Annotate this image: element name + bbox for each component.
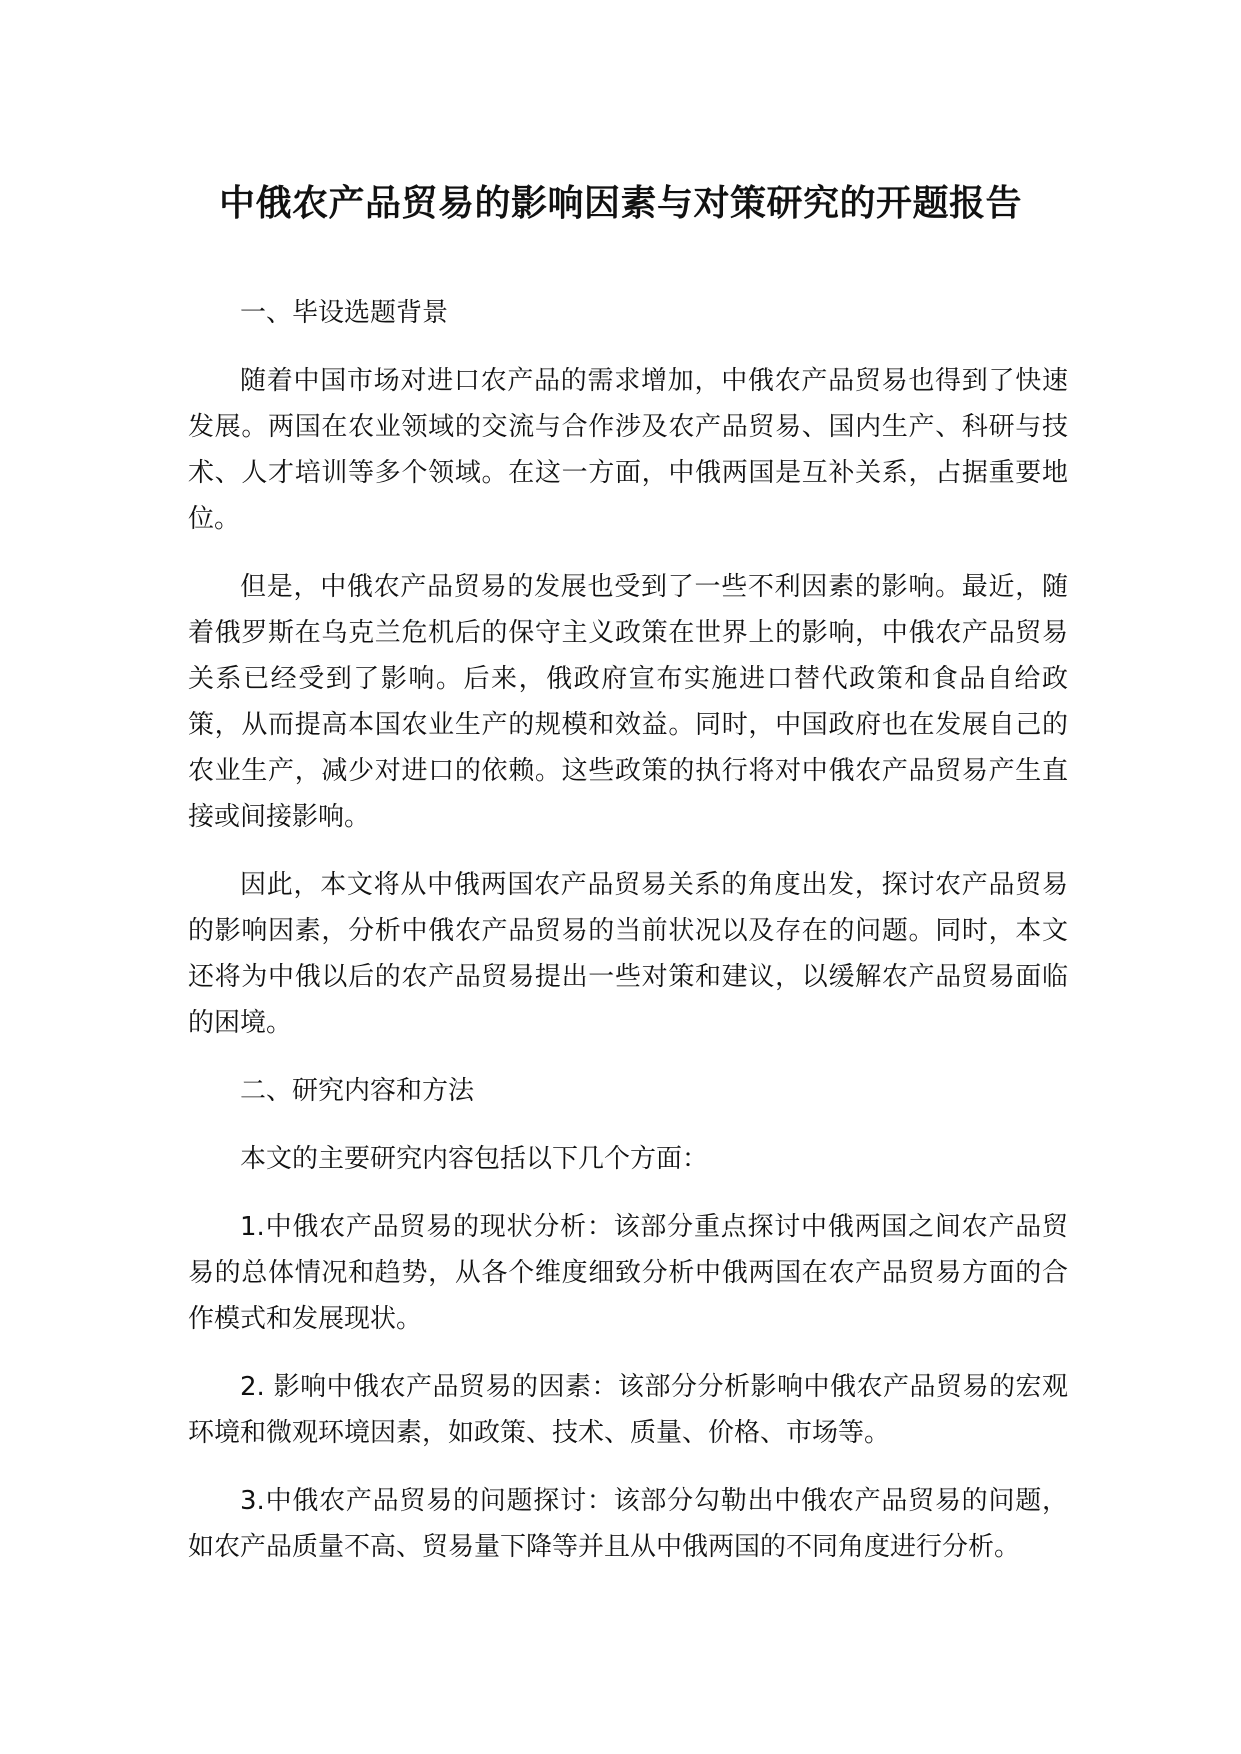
section-heading-research: 二、研究内容和方法 bbox=[240, 1076, 475, 1106]
paragraph-background-2: 但是，中俄农产品贸易的发展也受到了一些不利因素的影响。最近，随着俄罗斯在乌克兰危机后的保守主义政策在世界上的影响，中俄农产品贸易关系已经受到了影响。后来，俄政府宣布实施进口替代政策和食品自给政策，从而提高本国农业生产的规模和效益。同时，中国政府也在发展自己的农业生产，减少对进口的依赖。这些政策的执行将对中俄农产品贸易产生直接或间接影响。 bbox=[188, 572, 1068, 832]
paragraph-background-1: 随着中国市场对进口农产品的需求增加，中俄农产品贸易也得到了快速发展。两国在农业领域的交流与合作涉及农产品贸易、国内生产、科研与技术、人才培训等多个领域。在这一方面，中俄两国是互补关系，占据重要地位。 bbox=[188, 366, 1068, 534]
paragraph-background-3: 因此，本文将从中俄两国农产品贸易关系的角度出发，探讨农产品贸易的影响因素，分析中俄农产品贸易的当前状况以及存在的问题。同时，本文还将为中俄以后的农产品贸易提出一些对策和建议，以缓解农产品贸易面临的困境。 bbox=[188, 870, 1068, 1038]
paragraph-research-intro: 本文的主要研究内容包括以下几个方面： bbox=[240, 1144, 709, 1174]
section-heading-background: 一、毕设选题背景 bbox=[240, 298, 449, 328]
document-body bbox=[188, 290, 1068, 1592]
paragraph-research-item-3: 3.中俄农产品贸易的问题探讨：该部分勾勒出中俄农产品贸易的问题，如农产品质量不高、贸易量下降等并且从中俄两国的不同角度进行分析。 bbox=[188, 1486, 1068, 1562]
paragraph-research-item-1: 1.中俄农产品贸易的现状分析：该部分重点探讨中俄两国之间农产品贸易的总体情况和趋势，从各个维度细致分析中俄两国在农产品贸易方面的合作模式和发展现状。 bbox=[188, 1212, 1068, 1334]
document-title: 中俄农产品贸易的影响因素与对策研究的开题报告 bbox=[218, 183, 1022, 224]
paragraph-research-item-2: 2. 影响中俄农产品贸易的因素：该部分分析影响中俄农产品贸易的宏观环境和微观环境因素，如政策、技术、质量、价格、市场等。 bbox=[188, 1372, 1068, 1448]
